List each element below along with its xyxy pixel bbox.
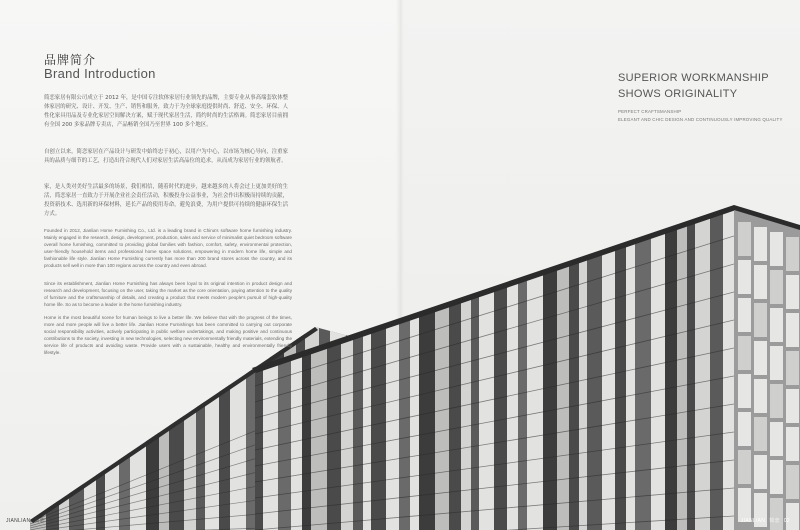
- facade-panel: [695, 200, 710, 530]
- folio-left: [6, 517, 59, 524]
- intro-paragraph-cn-1: 简恋家居有限公司成立于 2012 年，是中国专注软体家居行业领先的品牌，主要专业从事高端套软体整体家居的研究、设计、开发、生产、销售和服务，致力于为全球家庭提供时尚、舒适、安全、环保、人性化家具用品及专业化家居空间解决方案，赋于现代家居生活，简约时尚的生活格调。简恋家居目前拥有全国 200 多家品牌专卖店，产品畅销全国乃至世界 100 多个地区。: [44, 95, 288, 128]
- subheadline-line-1: PERFECT CRAFTSMANSHIP: [618, 109, 682, 114]
- facade-panel: [494, 200, 507, 530]
- page-title-cn: 品牌简介: [44, 53, 97, 67]
- facade-panel: [710, 200, 723, 530]
- end-window: [786, 237, 799, 271]
- intro-paragraph-en-3: Home is the most beautiful scene for human beings to live a better life. We believe that with the progress of the times, more and more people will live a better life. Jianlian Home Furnishings has been committed to carrying out corporate social responsibility activities, actively participating in public welfare undertakings, and making positive and continuous contributions to the society, investing in new technologies, selecting new environmentally friendly materials, extending the service life of products and avoiding waste. Provide users with a sustainable, healthy and environmentally friendly lifestyle.: [44, 315, 292, 355]
- facade-panel: [579, 200, 587, 530]
- facade-panel: [527, 200, 543, 530]
- headline-line-1: SUPERIOR WORKMANSHIP: [618, 72, 769, 84]
- facade-panel: [626, 200, 635, 530]
- end-window: [770, 270, 783, 304]
- folio-right-page: 02: [783, 518, 790, 524]
- intro-paragraph-en-1: Founded in 2012, Jianlian Home Furnishing Co., Ltd. is a leading brand in China's software home furnishing industry. Mainly engaged in the research, design, development, production, sales and service of minimalist quiet bedroom software overall home furnishing, committed to providing global families with fashion, comfort, safety, environmental protection, user-friendly household items and professional home space solutions, empowering in modern home life, simple and fashionable life style. Jianlian Home Furnishing currently has more than 200 brand stores across the country, and its products sell well in more than 100 regions across the country and even abroad.: [44, 228, 292, 268]
- facade-panel: [410, 200, 419, 530]
- end-window: [770, 384, 783, 418]
- end-window: [770, 422, 783, 456]
- end-window: [754, 341, 767, 375]
- facade-panel: [569, 200, 579, 530]
- end-window: [754, 265, 767, 299]
- folio-right-brand: JIANLIAN: [740, 518, 766, 524]
- facade-panel: [353, 200, 363, 530]
- end-window: [770, 232, 783, 266]
- page-title-en: Brand Introduction: [44, 66, 156, 81]
- facade-panel: [341, 200, 353, 530]
- folio-right: [741, 517, 794, 524]
- end-window: [754, 227, 767, 261]
- headline-line-2: SHOWS ORIGINALITY: [618, 88, 738, 100]
- facade-panel: [327, 200, 341, 530]
- end-window: [738, 260, 751, 294]
- end-window: [754, 455, 767, 489]
- building-end-facade: [734, 205, 800, 530]
- facade-panel: [677, 200, 687, 530]
- end-window: [770, 346, 783, 380]
- end-window: [786, 275, 799, 309]
- folio-right-cn: 简恋: [769, 518, 780, 524]
- end-window: [738, 298, 751, 332]
- facade-panel: [665, 200, 677, 530]
- end-window: [738, 450, 751, 484]
- facade-panel: [507, 200, 518, 530]
- end-window: [786, 313, 799, 347]
- facade-panel: [723, 200, 734, 530]
- end-window: [786, 427, 799, 461]
- end-window: [754, 379, 767, 413]
- facade-panel: [435, 200, 449, 530]
- intro-paragraph-cn-2: 自创立以来，简恋家居在产品设计与研发中始终忠于初心，以用户为中心，以市场为核心导向，注重家具的品质与细节的工艺，打造出符合现代人们对家居生活高品位的追求，从而成为家居行业的领航者。: [44, 149, 288, 164]
- end-window: [738, 412, 751, 446]
- facade-panel: [518, 200, 527, 530]
- intro-paragraph-en-2: Since its establishment, Jianlian Home Furnishing has always been loyal to its original intention in product design and research and development, focusing on the user, taking the market as the core orientation, paying attention to the quality of furniture and the craftsmanship of details, and creating a product that meets modern people's pursuit of high-quality home life. So as to become a leader in the home furnishing industry.: [44, 281, 292, 307]
- subheadline: [618, 108, 783, 124]
- building-main-facade: [252, 200, 736, 530]
- end-window: [786, 351, 799, 385]
- facade-panel: [587, 200, 602, 530]
- facade-panel: [386, 200, 399, 530]
- facade-panel: [471, 200, 479, 530]
- intro-paragraph-cn-3: 家，是人类对美好生活最多的场景，我们相信，随着时代的进步，越来越多的人将会过上更加美好的生活，简恋家居一直致力于开展企业社会责任活动，积极投身公益事业，为社会作出积极而持续的贡献，投资新技术、选用新的环保材料，延长产品的使用寿命，避免浪费，为用户提供可持续的健康环保生活方式。: [44, 184, 288, 217]
- facade-panel: [311, 200, 327, 530]
- end-window: [754, 417, 767, 451]
- end-window: [786, 389, 799, 423]
- facade-panel: [557, 200, 569, 530]
- end-window: [754, 303, 767, 337]
- end-window: [786, 465, 799, 499]
- end-window: [770, 498, 783, 530]
- facade-panel: [635, 200, 651, 530]
- end-window: [738, 336, 751, 370]
- facade-panel: [461, 200, 471, 530]
- folio-left-brand: JIANLIAN: [6, 518, 31, 524]
- facade-panel: [291, 200, 302, 530]
- facade-panel: [399, 200, 410, 530]
- end-window: [738, 374, 751, 408]
- end-window: [738, 222, 751, 256]
- headline: [618, 70, 769, 102]
- facade-panel: [419, 200, 435, 530]
- subheadline-line-2: ELEGANT AND CHIC DESIGN AND CONTINUOUSLY IMPROVING QUALITY: [618, 117, 783, 122]
- facade-panel: [479, 200, 494, 530]
- folio-left-page: 01: [48, 518, 56, 524]
- end-window: [770, 308, 783, 342]
- end-window: [770, 460, 783, 494]
- facade-panel: [363, 200, 371, 530]
- facade-panel: [302, 200, 311, 530]
- folio-left-cn: 简恋: [34, 518, 45, 524]
